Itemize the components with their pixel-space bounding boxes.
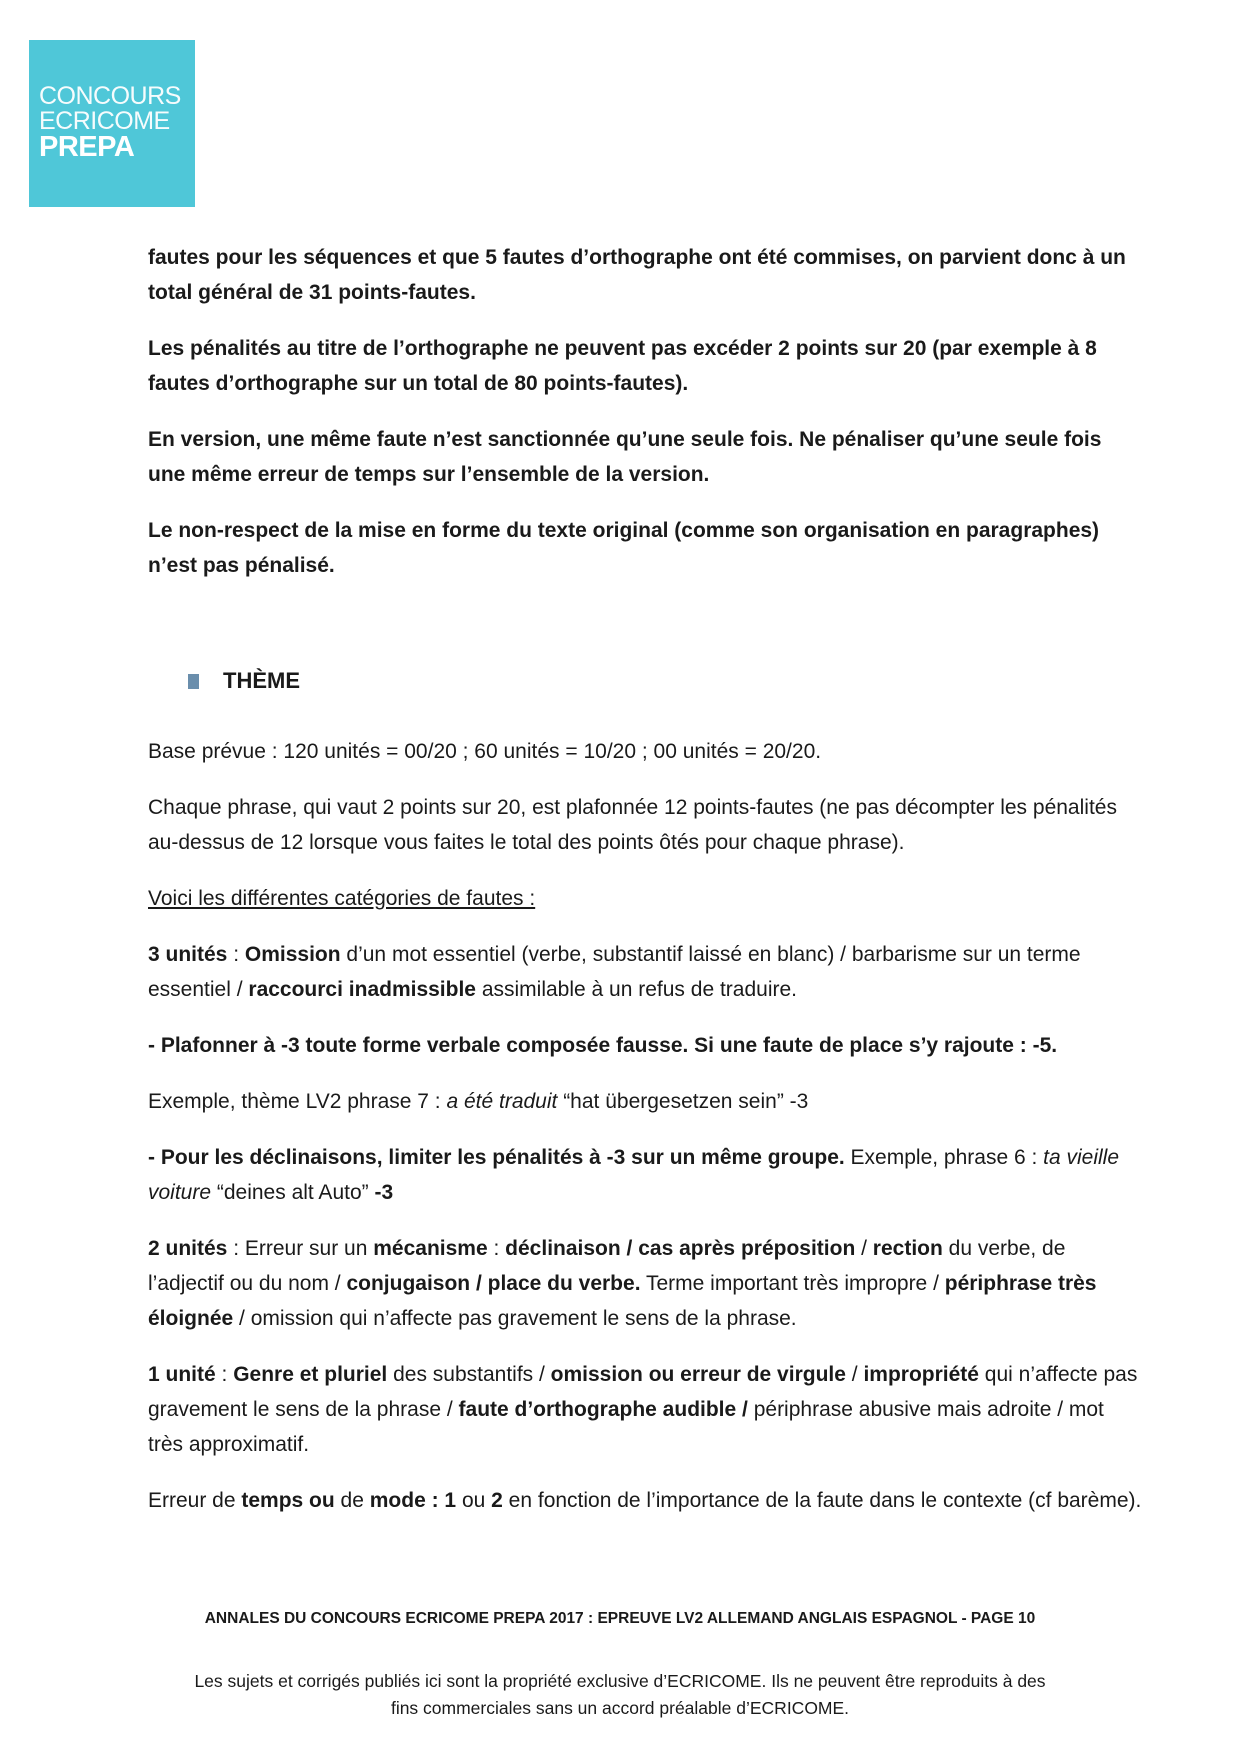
italic-run: a été traduit [446,1090,558,1113]
text-run: Exemple, phrase 6 : [844,1146,1044,1169]
intro-section [148,240,1138,604]
text-run: / omission qui n’affecte pas gravement le sens de la phrase. [233,1307,797,1330]
categories-heading [148,881,1143,916]
intro-paragraph-4: Le non-respect de la mise en forme du texte original (comme son organisation en paragraphes) n’est pas pénalisé. [148,519,1100,577]
text-run: : [227,943,245,966]
one-unit-paragraph [148,1357,1143,1462]
text-run: qui n’affecte pas gravement le sens de la phrase / [148,1363,1138,1421]
bold-run: déclinaison / cas après préposition [505,1237,856,1260]
one-unit-label: 1 unité [148,1363,216,1386]
three-units-paragraph [148,937,1143,1007]
section-title: THÈME [223,668,300,693]
text-run: : Erreur sur un [227,1237,374,1260]
bold-run: temps ou [241,1489,335,1512]
bold-run: conjugaison / place du verbe. [346,1272,641,1295]
bold-run: mécanisme [373,1237,488,1260]
text-run: périphrase abusive mais adroite / mot très approximatif. [148,1398,1104,1456]
three-units-label: 3 unités [148,943,228,966]
bold-run: faute d’orthographe audible / [458,1398,748,1421]
text-run: “hat übergesetzen sein” -3 [557,1090,809,1113]
categories-heading-text: Voici les différentes catégories de fautes : [148,887,536,910]
bold-run: Omission [244,943,341,966]
bold-run: Genre et pluriel [233,1363,388,1386]
bold-run: raccourci inadmissible [248,978,476,1001]
logo-line-concours: CONCOURS [39,82,181,110]
footer-line-1: Les sujets et corrigés publiés ici sont la propriété exclusive d’ECRICOME. Ils ne peuvent être reproduits à des [194,1671,1046,1691]
text-run: en fonction de l’importance de la faute dans le contexte (cf barème). [502,1489,1142,1512]
bold-run: impropriété [863,1363,979,1386]
ecricome-logo [29,40,195,207]
bold-run: rection [872,1237,943,1260]
text-run: / [845,1363,864,1386]
text-run: d’un mot essentiel (verbe, substantif laissé en blanc) / barbarisme sur un terme essentiel / [148,943,1081,1001]
bold-run: omission ou erreur de virgule [550,1363,846,1386]
two-units-paragraph [148,1231,1143,1336]
text-run: “deines alt Auto” [211,1181,375,1204]
logo-line-ecricome: ECRICOME [39,107,170,135]
bold-run: -3 [374,1181,394,1204]
footer-line-2: fins commerciales sans un accord préalable d’ECRICOME. [390,1698,850,1718]
text-run: du verbe, de l’adjectif ou du nom / [148,1237,1066,1295]
base-paragraph: Base prévue : 120 unités = 00/20 ; 60 unités = 10/20 ; 00 unités = 20/20. [148,740,822,763]
intro-paragraph-2: Les pénalités au titre de l’orthographe ne peuvent pas excéder 2 points sur 20 (par exemple à 8 fautes d’orthographe sur un total de 80 points-fautes). [148,337,1097,395]
plafonner-paragraph: - Plafonner à -3 toute forme verbale composée fausse. Si une faute de place s’y rajoute : -5. [148,1034,1058,1057]
intro-paragraph-3: En version, une même faute n’est sanctionnée qu’une seule fois. Ne pénaliser qu’une seule fois une même erreur de temps sur l’ensemble de la version. [148,428,1102,486]
bold-run: - Pour les déclinaisons, limiter les pénalités à -3 sur un même groupe. [148,1146,845,1169]
text-run: : [215,1363,234,1386]
text-run: ou [456,1489,492,1512]
text-run: Terme important très impropre / [640,1272,945,1295]
text-run: / [855,1237,873,1260]
text-run: de [334,1489,370,1512]
declinaisons-paragraph [148,1140,1143,1210]
text-run: Erreur de [148,1489,242,1512]
text-run: Exemple, thème LV2 phrase 7 : [148,1090,447,1113]
intro-paragraph-1: fautes pour les séquences et que 5 fautes d’orthographe ont été commises, on parvient donc à un total général de 31 points-fautes. [148,246,1126,304]
logo-line-prepa: PREPA [39,131,135,163]
footer-copyright [0,1668,1240,1722]
text-run: : [487,1237,506,1260]
two-units-label: 2 unités [148,1237,228,1260]
bold-run: périphrase très éloignée [148,1272,1097,1330]
exemple-paragraph [148,1084,1143,1119]
chaque-phrase-paragraph: Chaque phrase, qui vaut 2 points sur 20, est plafonnée 12 points-fautes (ne pas décompter les pénalités au-dessus de 12 lorsque vous faites le total des points ôtés pour chaque phrase). [148,796,1117,854]
section-heading-theme [188,668,300,694]
text-run: assimilable à un refus de traduire. [476,978,797,1001]
bold-run: mode : 1 [369,1489,457,1512]
italic-run: ta vieille voiture [148,1146,1120,1204]
footer-title: ANNALES DU CONCOURS ECRICOME PREPA 2017 : EPREUVE LV2 ALLEMAND ANGLAIS ESPAGNOL - PAGE 10 [204,1610,1036,1627]
text-run: des substantifs / [387,1363,551,1386]
erreur-temps-paragraph [148,1483,1143,1518]
bullet-square-icon [188,674,199,689]
theme-section [148,734,1143,1539]
bold-run: 2 [491,1489,503,1512]
